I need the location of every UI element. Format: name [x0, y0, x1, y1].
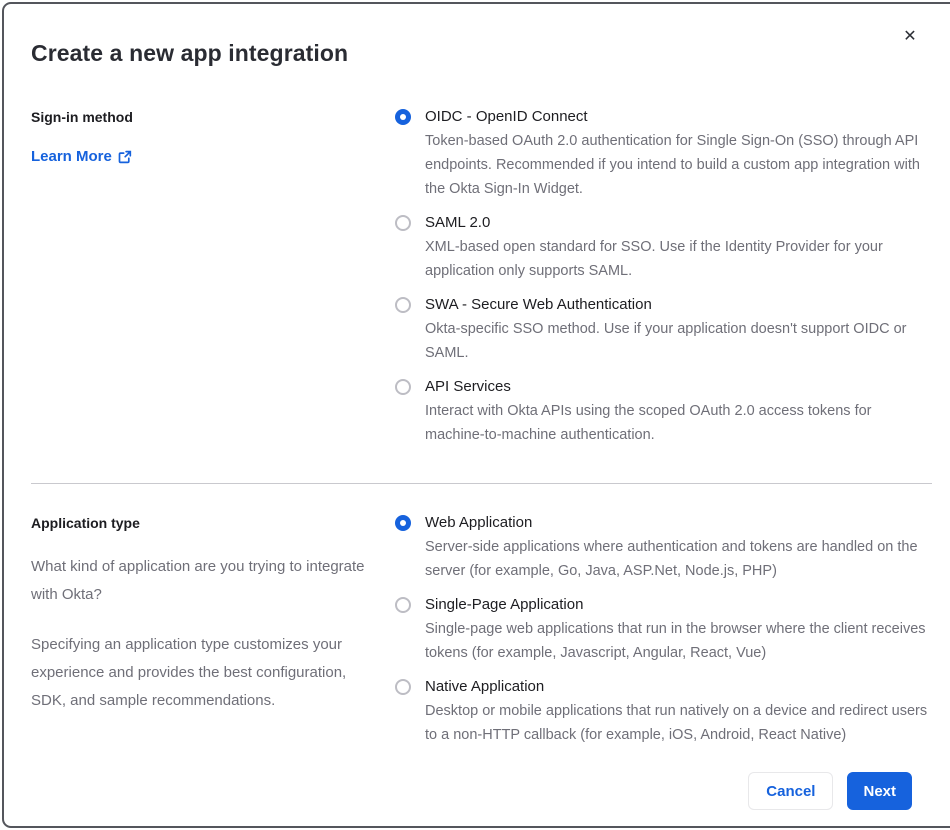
- radio-option-oidc[interactable]: [395, 105, 936, 201]
- option-label: Web Application: [425, 514, 533, 531]
- option-description: Server-side applications where authentication and tokens are handled on the server (for example, Go, Java, ASP.Net, Node.js, PHP): [425, 539, 918, 579]
- radio-option-api-services[interactable]: [395, 375, 936, 447]
- radio-button-swa[interactable]: [395, 297, 411, 313]
- radio-option-swa[interactable]: [395, 293, 936, 365]
- application-type-section: [31, 511, 936, 747]
- dialog-footer: [748, 772, 912, 810]
- option-description: XML-based open standard for SSO. Use if the Identity Provider for your application only supports SAML.: [425, 239, 883, 279]
- application-type-description-1: What kind of application are you trying to integrate with Okta?: [31, 558, 365, 603]
- sign-in-method-section: [31, 105, 936, 447]
- learn-more-label: Learn More: [31, 148, 112, 165]
- application-type-description-2: Specifying an application type customizes your experience and provides the best configuration, SDK, and sample recommendations.: [31, 636, 347, 709]
- radio-option-single-page-application[interactable]: [395, 593, 936, 665]
- section-divider: [31, 483, 932, 484]
- radio-option-native-application[interactable]: [395, 675, 936, 747]
- option-description: Single-page web applications that run in the browser where the client receives tokens (for example, Javascript, Angular, React, Vue): [425, 621, 926, 661]
- option-label: Native Application: [425, 678, 545, 695]
- radio-option-web-application[interactable]: [395, 511, 936, 583]
- application-type-left-column: [31, 511, 395, 747]
- sign-in-method-options: [395, 105, 936, 447]
- option-description: Token-based OAuth 2.0 authentication for Single Sign-On (SSO) through API endpoints. Recommended if you intend to build a custom app integration with the Okta Sign-In Widget.: [425, 133, 920, 197]
- application-type-options: [395, 511, 936, 747]
- radio-option-saml[interactable]: [395, 211, 936, 283]
- option-label: Single-Page Application: [425, 596, 584, 613]
- radio-button-oidc-selected[interactable]: [395, 109, 411, 125]
- learn-more-link[interactable]: [31, 148, 132, 165]
- next-button[interactable]: Next: [847, 772, 912, 810]
- radio-button-web-application-selected[interactable]: [395, 515, 411, 531]
- radio-button-saml[interactable]: [395, 215, 411, 231]
- cancel-button[interactable]: Cancel: [748, 772, 833, 810]
- option-description: Desktop or mobile applications that run natively on a device and redirect users to a non-HTTP callback (for example, iOS, Android, React Native): [425, 703, 928, 743]
- external-link-icon: [118, 150, 132, 164]
- radio-button-api-services[interactable]: [395, 379, 411, 395]
- application-type-label: Application type: [31, 515, 140, 531]
- sign-in-method-left-column: [31, 105, 395, 447]
- dialog-title: Create a new app integration: [31, 40, 349, 66]
- option-label: SAML 2.0: [425, 214, 491, 231]
- option-description: Okta-specific SSO method. Use if your application doesn't support OIDC or SAML.: [425, 321, 907, 361]
- radio-button-single-page-application[interactable]: [395, 597, 411, 613]
- option-label: OIDC - OpenID Connect: [425, 108, 588, 125]
- radio-button-native-application[interactable]: [395, 679, 411, 695]
- close-icon[interactable]: ✕: [900, 26, 920, 46]
- option-label: SWA - Secure Web Authentication: [425, 296, 652, 313]
- sign-in-method-label: Sign-in method: [31, 109, 133, 125]
- create-app-integration-dialog: [2, 2, 950, 828]
- option-description: Interact with Okta APIs using the scoped OAuth 2.0 access tokens for machine-to-machine authentication.: [425, 403, 872, 443]
- option-label: API Services: [425, 378, 511, 395]
